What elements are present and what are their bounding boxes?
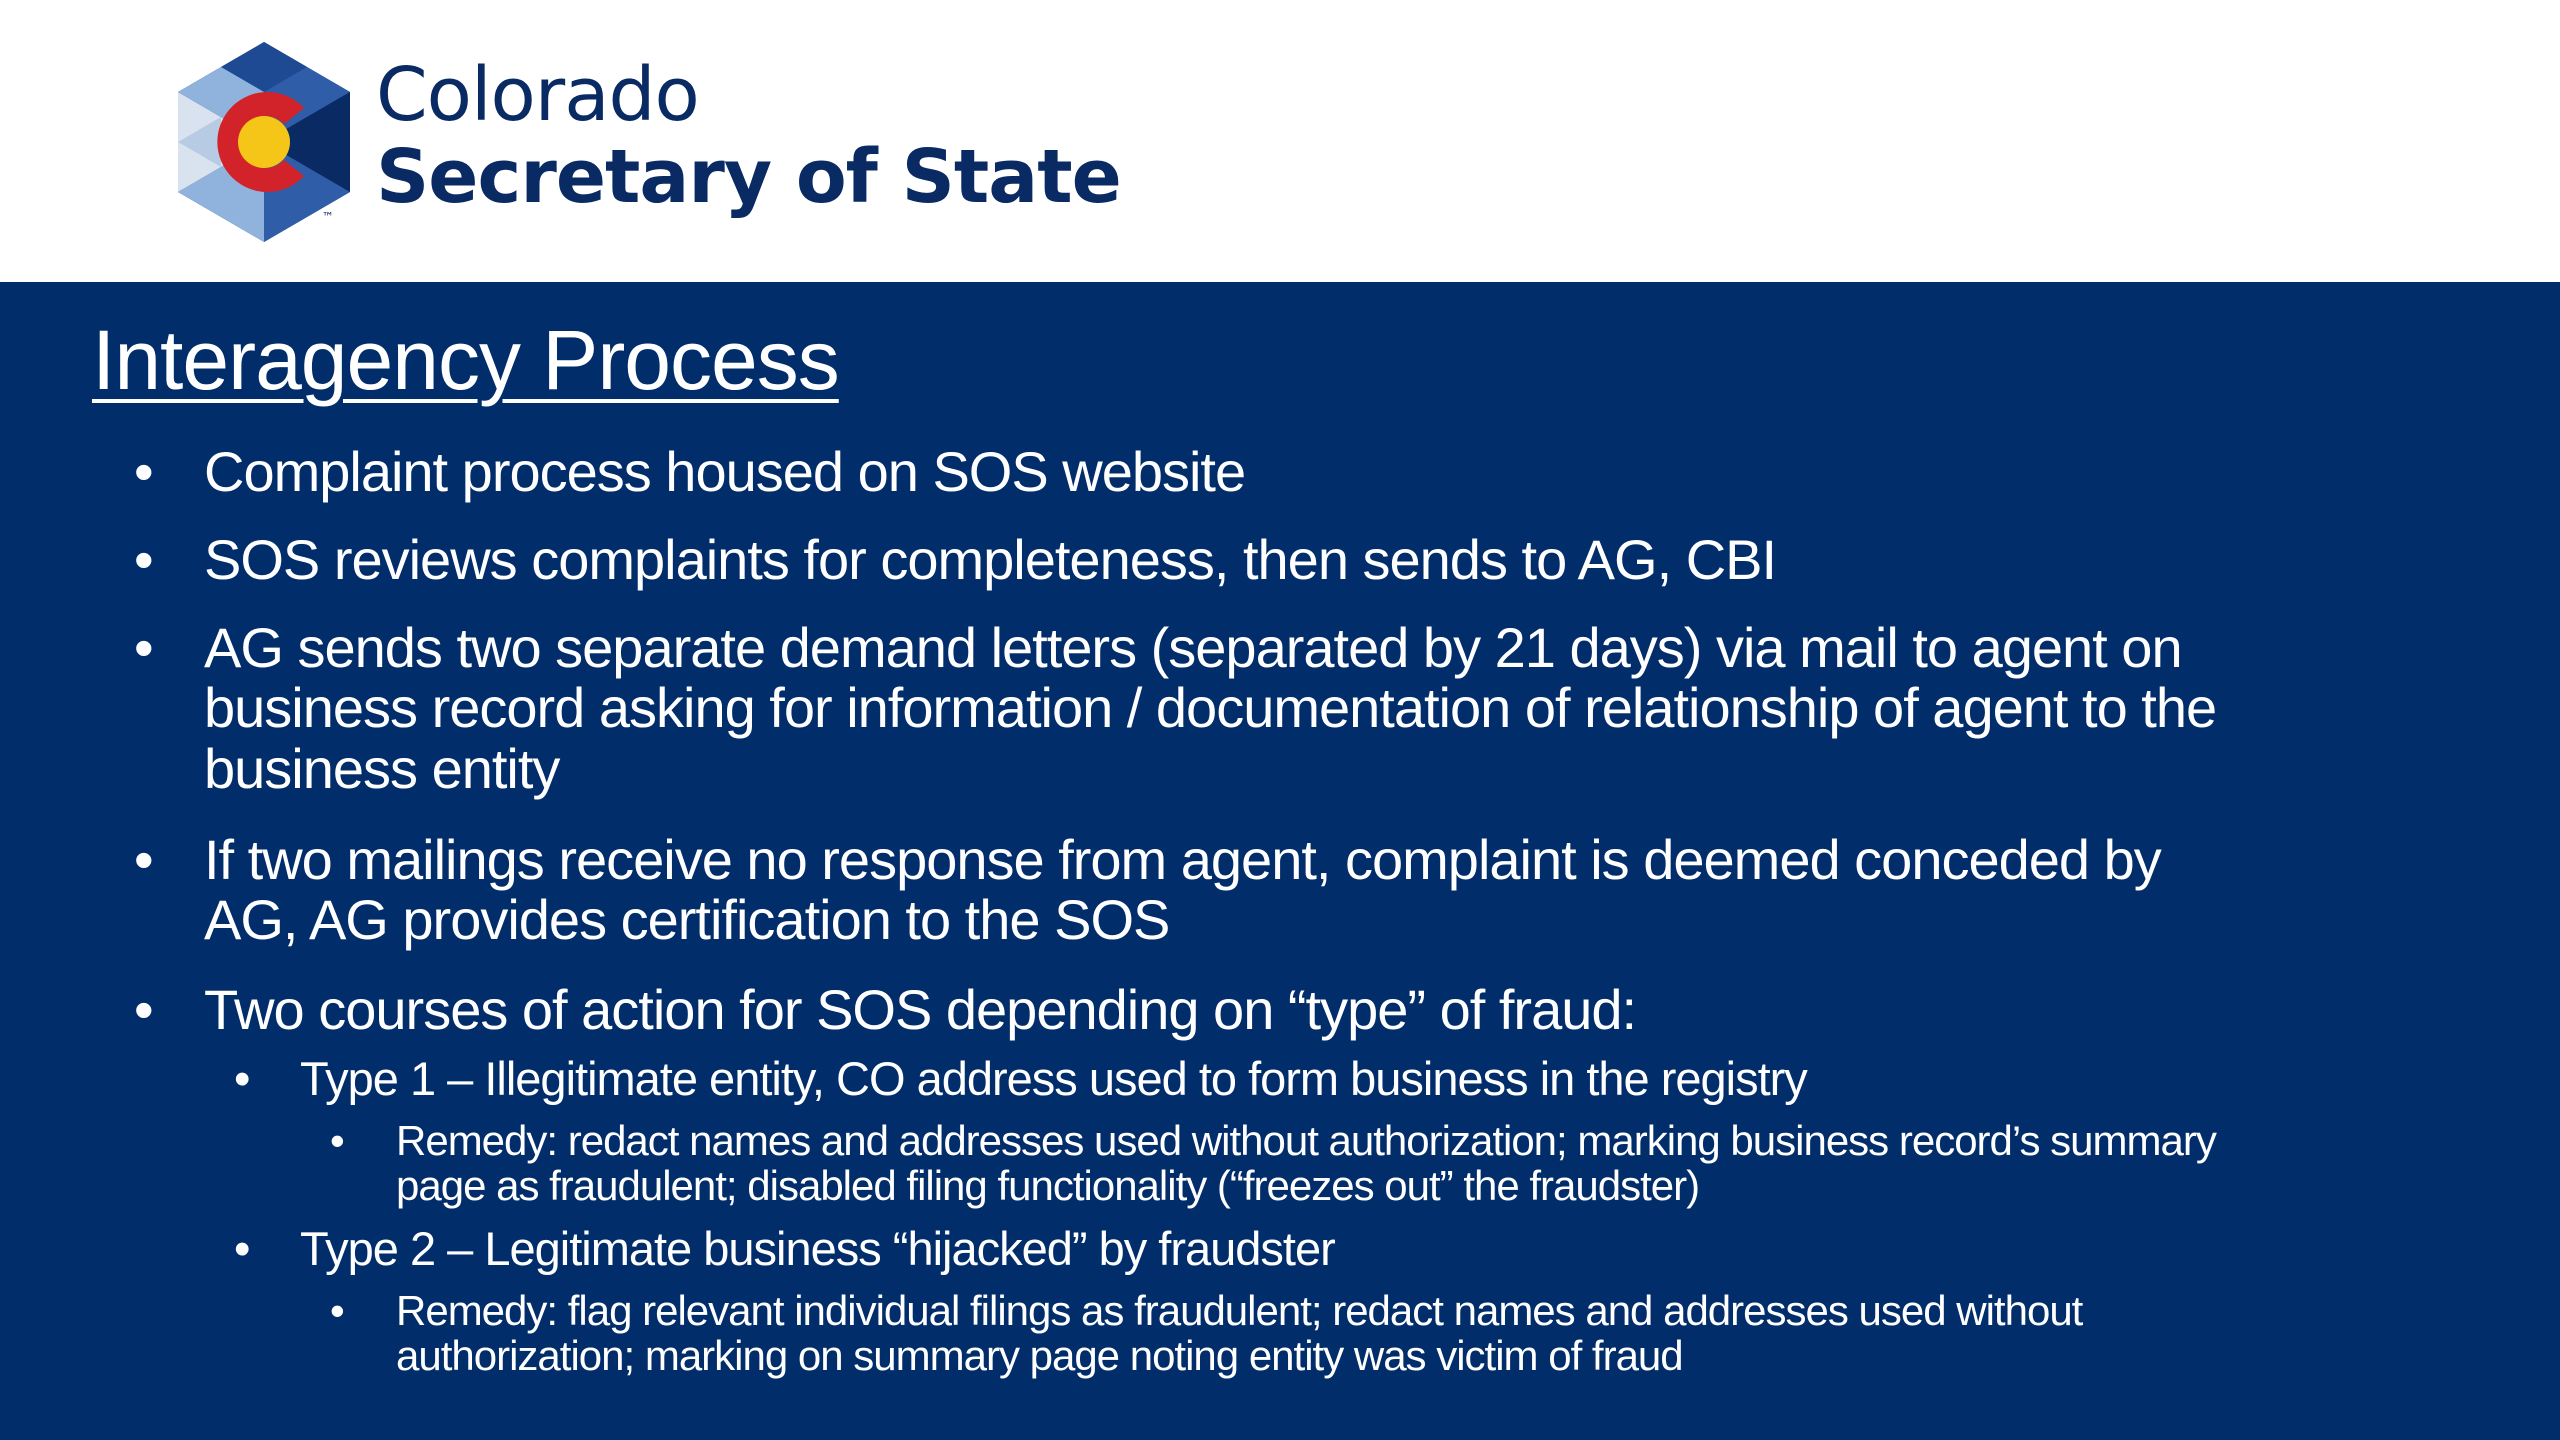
- bullet-item: [134, 828, 2234, 952]
- bullet-icon: •: [134, 616, 153, 679]
- bullet-text: Type 2 – Legitimate business “hijacked” by fraudster: [300, 1222, 1335, 1275]
- bullet-icon: •: [134, 828, 153, 891]
- bullet-item: [134, 528, 2304, 591]
- logo-text-colorado: Colorado: [376, 52, 699, 138]
- content-panel: [0, 282, 2560, 1440]
- bullet-icon: •: [330, 1117, 344, 1164]
- bullet-text: AG sends two separate demand letters (separated by 21 days) via mail to agent on business record asking for information / documentation of relationship of agent to the business entity: [204, 616, 2217, 800]
- sub-sub-bullet-item: [330, 1287, 2156, 1380]
- trademark-symbol: ™: [322, 210, 334, 224]
- bullet-item: [134, 978, 2304, 1041]
- sub-bullet-item: [234, 1052, 2300, 1105]
- bullet-item: [134, 440, 2304, 503]
- bullet-list: [0, 282, 2560, 1440]
- bullet-text: Remedy: redact names and addresses used without authorization; marking business record’s summary page as fraudulent; disabled filing functionality (“freezes out” the fraudster): [396, 1117, 2216, 1210]
- sub-sub-bullet-item: [330, 1117, 2246, 1210]
- bullet-text: If two mailings receive no response from agent, complaint is deemed conceded by AG, AG provides certification to the SOS: [204, 828, 2161, 952]
- bullet-icon: •: [234, 1222, 250, 1275]
- bullet-icon: •: [134, 978, 153, 1041]
- slide-title: Interagency Process: [92, 313, 839, 407]
- bullet-text: Type 1 – Illegitimate entity, CO address used to form business in the registry: [300, 1052, 1807, 1105]
- bullet-text: SOS reviews complaints for completeness, then sends to AG, CBI: [204, 528, 1777, 591]
- logo-text-secretary-of-state: Secretary of State: [376, 134, 1121, 220]
- bullet-icon: •: [330, 1287, 344, 1334]
- bullet-item: [134, 616, 2234, 800]
- bullet-icon: •: [234, 1052, 250, 1105]
- bullet-icon: •: [134, 528, 153, 591]
- bullet-text: Two courses of action for SOS depending on “type” of fraud:: [204, 978, 1637, 1041]
- bullet-text: Complaint process housed on SOS website: [204, 440, 1246, 503]
- sub-bullet-item: [234, 1222, 2300, 1275]
- bullet-icon: •: [134, 440, 153, 503]
- bullet-text: Remedy: flag relevant individual filings as fraudulent; redact names and addresses used without authorization; marking on summary page noting entity was victim of fraud: [396, 1287, 2083, 1380]
- header: [0, 0, 2560, 282]
